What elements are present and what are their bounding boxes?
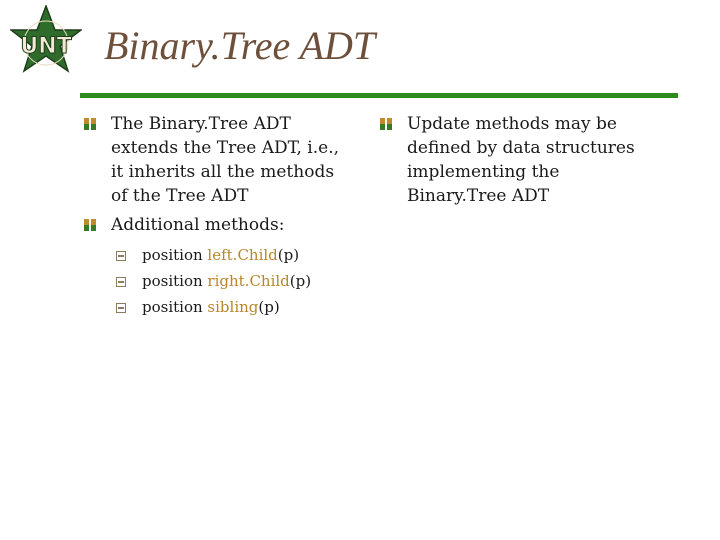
square-bullet-icon	[116, 251, 126, 261]
diamond-bullet-icon	[380, 118, 392, 130]
method-name: left.Child	[207, 246, 278, 264]
square-bullet-icon	[116, 277, 126, 287]
bullet-line: extends the Tree ADT, i.e.,	[111, 138, 339, 158]
unt-logo	[10, 5, 82, 81]
bullet-line: it inherits all the methods	[111, 162, 335, 182]
square-bullet-icon	[116, 303, 126, 313]
bullet-line: of the Tree ADT	[111, 186, 249, 206]
diamond-bullet-icon	[84, 118, 96, 130]
slide-title: Binary.Tree ADT	[104, 23, 376, 68]
logo-text: UNT	[20, 34, 72, 59]
title-divider	[80, 93, 678, 98]
diamond-bullet-icon	[84, 219, 96, 231]
bullet-line: Additional methods:	[111, 215, 285, 235]
method-args: (p)	[289, 272, 312, 290]
bullet-line: implementing the	[407, 162, 560, 182]
right-column	[380, 112, 680, 213]
method-args: (p)	[277, 246, 300, 264]
method-args: (p)	[258, 298, 280, 316]
method-name: right.Child	[207, 272, 290, 290]
method-return-type: position	[142, 246, 208, 264]
bullet-item	[380, 112, 680, 208]
method-name: sibling	[207, 298, 259, 316]
sub-list-item	[84, 268, 366, 294]
bullet-line: Update methods may be	[407, 114, 617, 134]
sub-list-item	[84, 294, 366, 320]
bullet-line: The Binary.Tree ADT	[111, 114, 291, 134]
method-return-type: position	[142, 298, 208, 316]
sub-list-item	[84, 242, 366, 268]
bullet-item	[84, 112, 366, 208]
method-return-type: position	[142, 272, 208, 290]
left-column	[84, 112, 366, 320]
bullet-line: defined by data structures	[407, 138, 635, 158]
bullet-item	[84, 213, 366, 237]
bullet-line: Binary.Tree ADT	[407, 186, 550, 206]
